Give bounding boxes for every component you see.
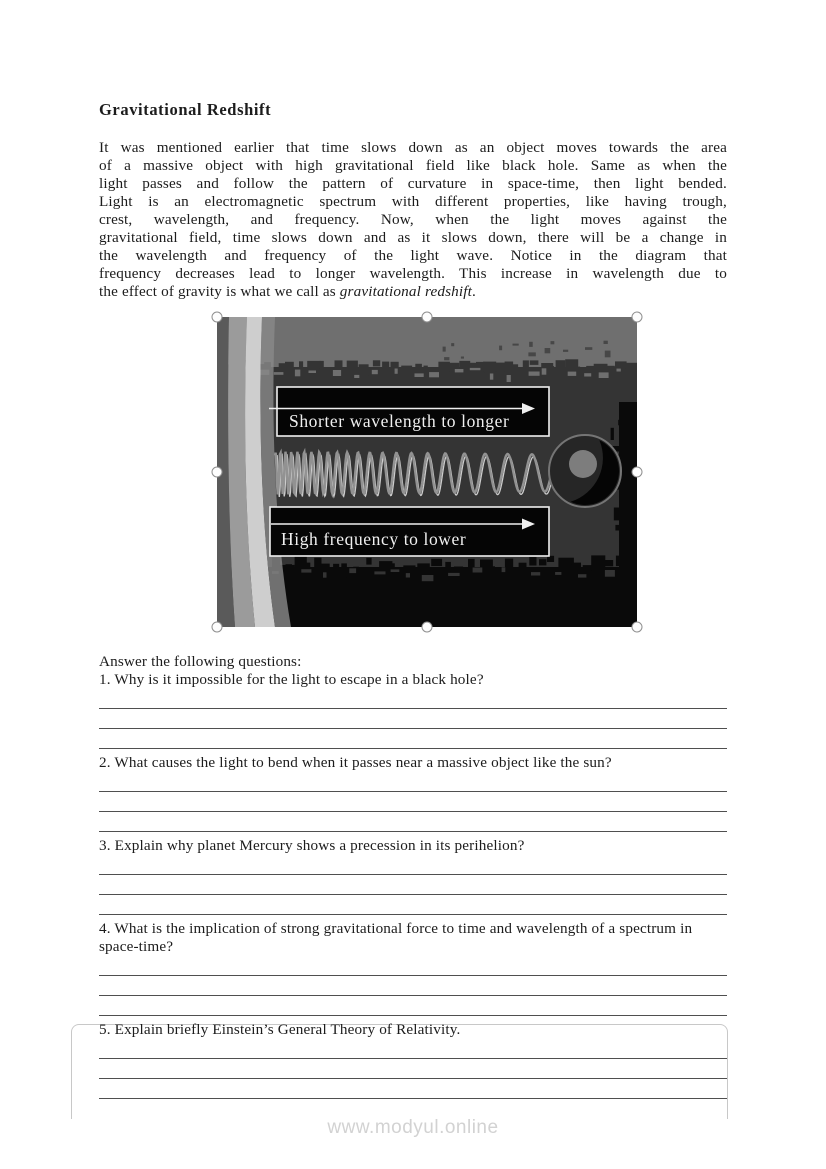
answer-line xyxy=(99,709,727,729)
answer-line xyxy=(99,792,727,812)
selection-handle-top-right[interactable] xyxy=(632,312,643,323)
page-content xyxy=(99,0,727,1104)
selection-handle-top-middle[interactable] xyxy=(422,312,433,323)
paragraph-line: gravitational field, time slows down and as it slows down, there will be a change in xyxy=(99,229,727,246)
answer-line xyxy=(99,956,727,976)
selection-handle-bottom-right[interactable] xyxy=(632,622,643,633)
wavelength-label-box xyxy=(269,387,549,436)
wavelength-label: Shorter wavelength to longer xyxy=(289,411,510,431)
italic-term: gravitational redshift xyxy=(339,283,473,300)
answer-line xyxy=(99,976,727,996)
paragraph-line: crest, wavelength, and frequency. Now, when the light moves against the xyxy=(99,211,727,228)
question-2-text: 2. What causes the light to bend when it passes near a massive object like the sun? xyxy=(99,754,612,771)
paragraph-line: of a massive object with high gravitational field like black hole. Same as when the xyxy=(99,157,727,174)
answer-line xyxy=(99,1059,727,1079)
answer-line xyxy=(99,772,727,792)
answer-line xyxy=(99,689,727,709)
paragraph-line: the wavelength and frequency of the light wave. Notice in the diagram that xyxy=(99,247,727,264)
question-block-5 xyxy=(99,1021,727,1099)
question-block-3 xyxy=(99,837,727,915)
answer-line xyxy=(99,895,727,915)
question-block-1 xyxy=(99,671,727,749)
frequency-label-box xyxy=(270,507,549,556)
redshift-diagram-image[interactable] xyxy=(217,317,637,627)
paragraph-line: frequency decreases lead to longer wavelength. This increase in wavelength due to xyxy=(99,265,727,282)
paragraph-line: It was mentioned earlier that time slows down as an object moves towards the area xyxy=(99,139,727,156)
page-title: Gravitational Redshift xyxy=(99,100,272,119)
answer-line xyxy=(99,812,727,832)
question-1-text: 1. Why is it impossible for the light to escape in a black hole? xyxy=(99,671,484,688)
answer-line xyxy=(99,996,727,1016)
paragraph-line: the effect of gravity is what we call as gravitational redshift. xyxy=(99,283,476,300)
question-4-text: 4. What is the implication of strong gravitational force to time and wavelength of a spectrum in space-time? xyxy=(99,920,693,955)
answer-line xyxy=(99,1079,727,1099)
intro-paragraph xyxy=(99,139,727,301)
massive-body xyxy=(549,435,621,507)
redshift-diagram[interactable] xyxy=(217,317,637,627)
selection-handle-bottom-left[interactable] xyxy=(212,622,223,633)
questions-intro: Answer the following questions: xyxy=(99,653,302,670)
selection-handle-middle-right[interactable] xyxy=(632,467,643,478)
frequency-label: High frequency to lower xyxy=(281,529,467,549)
answer-line xyxy=(99,855,727,875)
paragraph-line: Light is an electromagnetic spectrum with different properties, like having trough, xyxy=(99,193,727,210)
selection-handle-top-left[interactable] xyxy=(212,312,223,323)
question-5-text: 5. Explain briefly Einstein’s General Theory of Relativity. xyxy=(99,1021,461,1038)
question-block-4 xyxy=(99,920,727,1016)
answer-line xyxy=(99,1039,727,1059)
paragraph-line: light passes and follow the pattern of curvature in space-time, then light bended. xyxy=(99,175,727,192)
question-block-2 xyxy=(99,754,727,832)
answer-line xyxy=(99,875,727,895)
answer-line xyxy=(99,729,727,749)
watermark: www.modyul.online xyxy=(327,1117,499,1138)
selection-handle-middle-left[interactable] xyxy=(212,467,223,478)
question-3-text: 3. Explain why planet Mercury shows a precession in its perihelion? xyxy=(99,837,525,854)
selection-handle-bottom-middle[interactable] xyxy=(422,622,433,633)
planet-disc xyxy=(569,450,597,478)
